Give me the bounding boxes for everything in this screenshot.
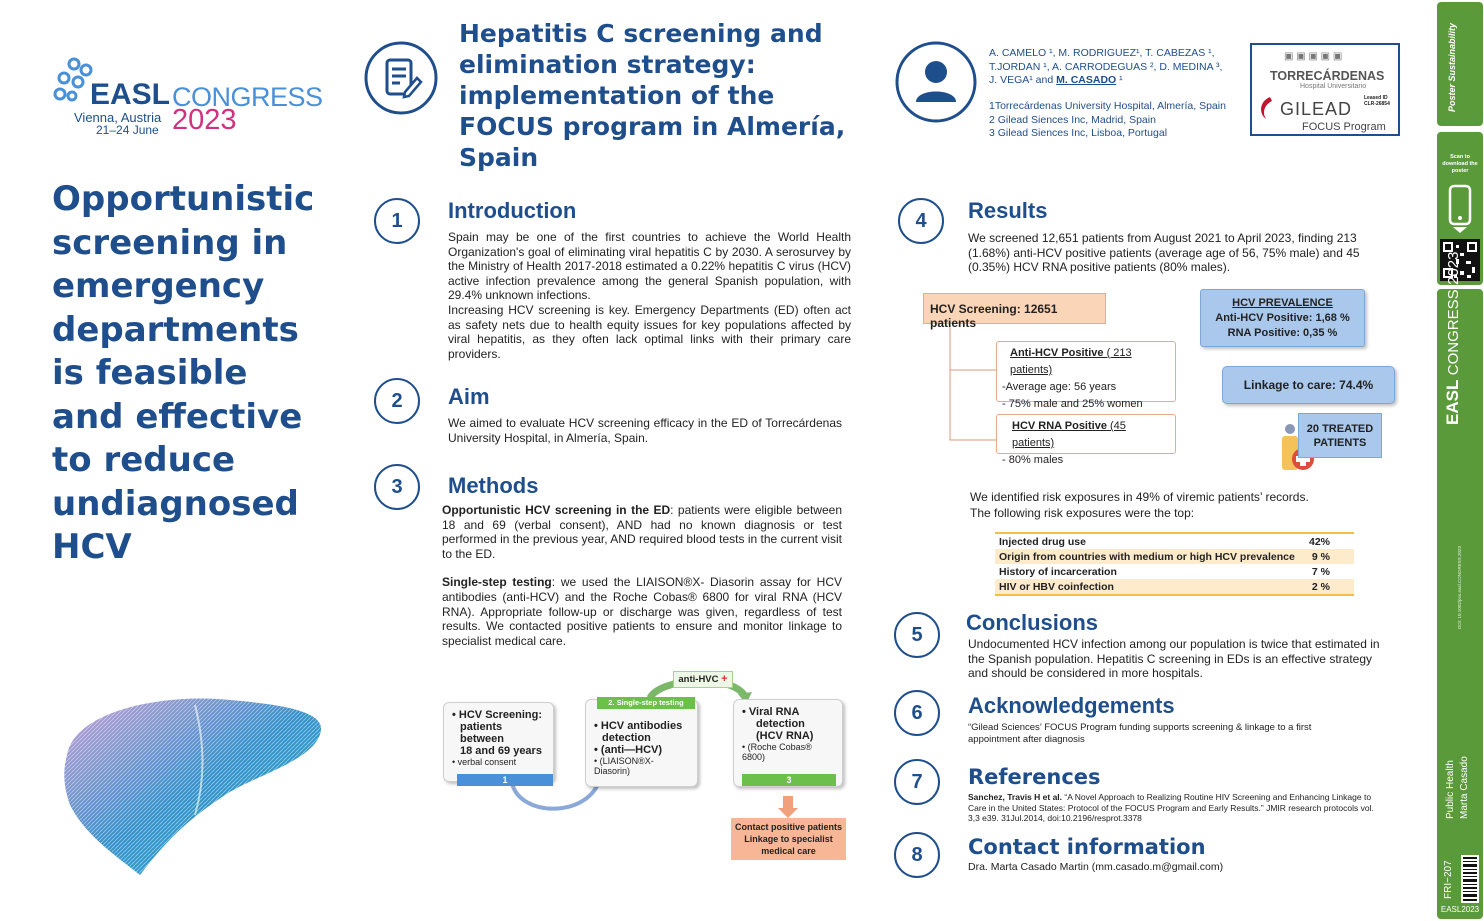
section-number: 5 [894, 612, 940, 658]
sidebar-year: 2023 [1445, 251, 1462, 285]
section-number: 3 [374, 464, 420, 510]
phone-icon [1447, 184, 1473, 234]
affiliation: 1Torrecárdenas University Hospital, Almería, Spain [989, 100, 1226, 112]
methods-text [442, 503, 842, 648]
page-title [459, 18, 879, 173]
sponsor-logos [1250, 43, 1400, 136]
authors [989, 47, 1249, 88]
document-icon [363, 40, 439, 116]
authors-text: J. VEGA¹ and [989, 74, 1057, 86]
contact-text: Dra. Marta Casado Martin (mm.casado.m@gmail.com) [968, 861, 1224, 873]
title-line: implementation of the [459, 81, 775, 110]
affiliation: 3 Gilead Siences Inc, Lisboa, Portugal [989, 127, 1168, 139]
authors-line: T.JORDAN ¹, A. CARRODEGUAS ², D. MEDINA ³, [989, 60, 1223, 73]
section-number: 8 [894, 832, 940, 878]
section-title-results: Results [968, 198, 1048, 223]
treated-line: 20 TREATED [1306, 423, 1374, 435]
screening-box: HCV Screening: 12651 patients [923, 293, 1106, 324]
flow-step-antibodies [585, 699, 698, 787]
risk-intro-line: We identified risk exposures in 49% of viremic patients’ records. [970, 490, 1309, 504]
prevalence-title: HCV PREVALENCE [1232, 297, 1333, 309]
person-icon [894, 40, 978, 124]
poster-code: FRI−207 [1443, 860, 1454, 899]
barcode-icon [1461, 855, 1479, 903]
section-title-introduction: Introduction [448, 198, 577, 223]
flow-line: • HCV Screening: [452, 709, 543, 721]
heading-text: HCV RNA Positive [1012, 420, 1107, 432]
sidebar-congress-word: CONGRESS [1445, 289, 1462, 376]
hospital-name: TORRECÁRDENAS [1270, 69, 1385, 83]
authors-line: A. CAMELO ¹, M. RODRIGUEZ¹, T. CABEZAS ¹, [989, 47, 1215, 59]
sidebar-doi: DOI: 10.1002/pos.easl.CONGRESS.2023 [1457, 545, 1462, 629]
tagline-line: HCV [52, 527, 132, 567]
prevalence-line: RNA Positive: 0,35 % [1227, 327, 1338, 339]
flow-line: detection [756, 718, 805, 730]
tagline-line: is feasible [52, 353, 248, 393]
section-number: 7 [894, 759, 940, 805]
liver-illustration [55, 685, 325, 885]
tagline-line: emergency [52, 266, 265, 306]
gilead-name: GILEAD [1280, 99, 1353, 119]
risk-label: History of incarceration [999, 565, 1117, 578]
section-number: 2 [374, 378, 420, 424]
risk-label: Origin from countries with medium or high HCV prevalence [999, 550, 1295, 563]
tagline-line: undiagnosed [52, 483, 299, 524]
step-badge: 1 [457, 774, 553, 786]
affiliation: 2 Gilead Siences Inc, Madrid, Spain [989, 113, 1156, 126]
flow-line: Contact positive patients [734, 822, 842, 832]
hospital-icons: ▣ ▣ ▣ ▣ ▣ [1284, 51, 1343, 62]
paragraph: Increasing HCV screening is key. Emergency Departments (ED) often act as safety nets due to health equity issues for key populations affected by viral hepatitis, as they often lack optimal links with their primary care providers. [448, 302, 851, 361]
focus-program: FOCUS Program [1302, 121, 1386, 133]
flow-line: 18 and 69 years [460, 745, 542, 757]
flow-line: Linkage to specialist [744, 834, 833, 844]
clr-id: CLR-26854 [1364, 101, 1390, 107]
leased-id: Leased ID [1364, 95, 1388, 101]
bold-lead: Single-step testing [442, 575, 552, 590]
results-text: We screened 12,651 patients from August 2021 to April 2023, finding 213 (1.68%) anti-HCV positive patients (average age of 56, 75% male) and 45 (0.35%) HCV RNA positive patients (80% males). [968, 231, 1360, 275]
bubbles-icon [52, 56, 94, 104]
prevalence-box [1200, 289, 1365, 347]
table-row [995, 534, 1354, 549]
flow-line: (HCV RNA) [756, 730, 814, 742]
detail-line: - 80% males [1002, 454, 1064, 466]
flow-line: • (anti—HCV) [594, 744, 663, 756]
scan-text: Scan to download the poster [1442, 154, 1478, 174]
results-connectors [940, 320, 1000, 450]
flow-line: • Viral RNA [742, 706, 800, 718]
heading-count: ( 213 patients) [1010, 347, 1132, 376]
anti-hcv-box [996, 341, 1176, 410]
risk-intro [970, 490, 1370, 521]
introduction-text [448, 230, 851, 361]
logo-location: Vienna, Austria [74, 110, 162, 125]
tagline-line: to reduce [52, 440, 236, 480]
flow-line: medical care [761, 846, 816, 856]
risk-value: 42% [1308, 535, 1330, 548]
section-title-conclusions: Conclusions [966, 610, 1099, 635]
risk-table [995, 532, 1354, 596]
reference-author: Sanchez, Travis H et al. [968, 792, 1063, 802]
section-title-acknowledgements: Acknowledgements [968, 693, 1175, 718]
aim-text: We aimed to evaluate HCV screening efficacy in the ED of Torrecárdenas University Hospital, in Almería, Spain. [448, 416, 842, 445]
flow-line: • (Roche Cobas® 6800) [742, 742, 812, 762]
step-badge: 3 [742, 774, 836, 786]
title-line: Spain [459, 143, 539, 172]
sidebar-footer: EASL2023 [1440, 905, 1480, 914]
authors-text: ¹ [1116, 74, 1123, 86]
tagline-line: screening in [52, 222, 288, 263]
section-title-references: References [968, 765, 1101, 789]
treated-box [1298, 413, 1382, 458]
heading-text: Anti-HCV Positive [1010, 347, 1104, 359]
section-number: 1 [374, 198, 420, 244]
paragraph-text: : we used the LIAISON®X- Diasorin assay for HCV antibodies (anti-HCV) and the Roche Cobas® 6800 for viral RNA (HCV RNA). Appropriate follow-up or discharge was given, regardless of test results. We contacted positive patients to ensure and monitor linkage to specialist medical care. [442, 575, 843, 648]
hospital-sub: Hospital Universitario [1300, 83, 1367, 90]
sidebar-easl: EASL [1443, 379, 1462, 425]
detail-line: - 75% male and 25% women [1002, 398, 1143, 410]
anti-hvc-label [673, 671, 733, 688]
sidebar-brand-block [1437, 2, 1483, 126]
congress-wordmark: CONGRESS [172, 82, 323, 112]
gilead-logo-icon [1256, 95, 1278, 121]
logo-year: 2023 [172, 104, 237, 136]
table-row [995, 579, 1354, 594]
linkage-box: Linkage to care: 74.4% [1222, 366, 1395, 404]
tagline-line: and effective [52, 396, 303, 437]
section-number: 4 [898, 198, 944, 244]
sidebar-brand: Poster Sustainability [1447, 22, 1457, 112]
risk-intro-line: The following risk exposures were the top: [970, 505, 1195, 520]
conclusions-text: Undocumented HCV infection among our population is twice that estimated in the Spanish population. Hepatitis C screening in EDs is an effective strategy and should be considered in more hospitals. [968, 637, 1380, 681]
paragraph [442, 575, 842, 648]
title-line: elimination strategy: [459, 50, 756, 79]
sidebar-congress-block [1437, 251, 1483, 919]
acknowledgements-text: “Gilead Sciences’ FOCUS Program funding supports screening & linkage to a first appointment after diagnosis [968, 722, 1312, 745]
title-line: Hepatitis C screening and [459, 19, 823, 48]
authors-line [989, 74, 1249, 88]
section-title-aim: Aim [448, 384, 490, 409]
risk-label: HIV or HBV coinfection [999, 580, 1114, 593]
reference-text: “A Novel Approach to Realizing Routine HIV Screening and Enhancing Linkage to Care in the United States: Protocol of the FOCUS Program and Early Results.” JMIR research protocols vol. 3,3 e39. 31Jul.2014, doi:10.2196/resprot.3378 [968, 792, 1374, 823]
plus-icon: + [721, 673, 728, 685]
anti-hcv-heading [1002, 345, 1170, 379]
easl-wordmark: EASL [90, 78, 171, 111]
risk-value: 7 % [1311, 565, 1330, 578]
references-text [968, 792, 1378, 824]
table-row [995, 549, 1354, 564]
risk-value: 9 % [1311, 550, 1330, 563]
paragraph: Spain may be one of the first countries to achieve the World Health Organization's goal of eliminating viral hepatitis C by 2030. A serosurvey by the Ministry of Health 2017-2018 estimated a 0.22% hepatitis C virus (HCV) active infection prevalence among the general Spanish population, with 29.4% unknown infections. [448, 230, 851, 303]
flow-line: • (LIAISON®X- Diasorin) [594, 756, 654, 776]
prevalence-line: Anti-HCV Positive: 1,68 % [1215, 312, 1350, 324]
presenting-author: M. CASADO [1056, 74, 1117, 86]
arc-label: anti-HVC [678, 674, 719, 685]
rna-box [996, 414, 1176, 466]
tagline-line: Opportunistic [52, 179, 315, 219]
risk-value: 2 % [1311, 580, 1330, 593]
table-row [995, 564, 1354, 579]
flow-line: • HCV antibodies [594, 720, 683, 732]
treated-line: PATIENTS [1313, 437, 1367, 449]
section-title-contact: Contact information [968, 835, 1206, 859]
sidebar-category: Public Health [1445, 760, 1456, 819]
detail-line: -Average age: 56 years [1002, 381, 1117, 393]
easl-logo [52, 52, 332, 142]
flow-step-screening [443, 702, 554, 782]
section-number: 6 [894, 690, 940, 736]
heading-count: (45 patients) [1012, 420, 1126, 449]
paragraph [442, 503, 842, 561]
contact-patients-box [731, 818, 846, 860]
title-line: FOCUS program in Almería, [459, 112, 846, 141]
sidebar-author: Marta Casado [1459, 756, 1470, 819]
tagline-line: departments [52, 309, 299, 350]
logo-dates: 21–24 June [96, 123, 159, 137]
bold-lead: Opportunistic HCV screening in the ED [442, 503, 671, 517]
section-title-methods: Methods [448, 473, 539, 498]
flow-line: patients between [460, 721, 505, 745]
paragraph-text: : patients were eligible between 18 and 69 (verbal consent), AND had no known diagnosis or test performed in the previous year, AND required blood tests in the current visit to the ED. [442, 503, 842, 561]
sidebar-congress [1443, 252, 1463, 425]
flow-line: detection [602, 732, 651, 744]
tagline [52, 178, 352, 570]
step-badge: 2. Single-step testing [597, 697, 695, 709]
rna-heading [1002, 418, 1170, 452]
flow-line: • verbal consent [452, 757, 517, 767]
risk-label: Injected drug use [999, 535, 1086, 548]
affiliations [989, 100, 1249, 141]
